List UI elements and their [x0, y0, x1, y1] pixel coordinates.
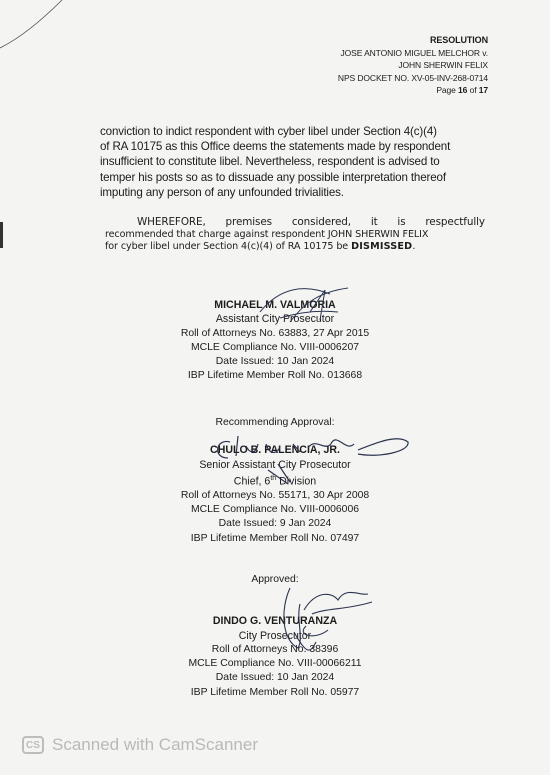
camscanner-logo-icon: CS	[22, 736, 44, 754]
signatory-division	[0, 472, 550, 489]
scan-edge-mark	[0, 222, 3, 248]
signatory-name: DINDO G. VENTURANZA	[212, 615, 338, 628]
word: WHEREFORE,	[137, 216, 206, 228]
signatory-position: Senior Assistant City Prosecutor	[199, 458, 351, 471]
signatory-name: CHULO B. PALENCIA, JR.	[210, 444, 340, 457]
signatory-roll: Roll of Attorneys No. 63883, 27 Apr 2015	[180, 327, 370, 339]
signatory-mcle: MCLE Compliance No. VIII-0006006	[190, 504, 360, 516]
page-prefix: Page	[436, 85, 459, 95]
signature-space	[0, 430, 550, 443]
signature-block-palencia	[0, 416, 550, 546]
signatory-ibp: IBP Lifetime Member Roll No. 07497	[190, 532, 360, 544]
line3-text: for cyber libel under Section 4(c)(4) of RA 10175 be	[105, 241, 352, 252]
para1-line: conviction to indict respondent with cyber libel under Section 4(c)(4)	[100, 125, 437, 138]
dismissed-text: DISMISSED	[351, 241, 413, 252]
para1-line: insufficient to constitute libel. Nevertheless, respondent is advised to	[100, 155, 440, 169]
word: considered,	[291, 216, 351, 228]
header-title: RESOLUTION	[429, 35, 488, 45]
signature-space	[0, 587, 550, 614]
header-page-number	[338, 84, 488, 97]
header-parties-line1: JOSE ANTONIO MIGUEL MELCHOR v.	[340, 47, 488, 58]
resolution-header	[338, 34, 488, 97]
wherefore-line3	[105, 241, 485, 254]
para1-line: imputing any person of any unfounded trivialities.	[100, 185, 344, 199]
word: it	[370, 216, 378, 228]
word: premises	[225, 216, 272, 228]
approval-heading: Recommending Approval:	[215, 417, 335, 428]
wherefore-line2: recommended that charge against respondent JOHN SHERWIN FELIX	[105, 228, 429, 240]
body-paragraph-1	[100, 124, 488, 200]
line3-period: .	[412, 241, 416, 252]
wherefore-line1	[105, 216, 485, 229]
word: respectfully	[425, 216, 485, 228]
signatory-ibp: IBP Lifetime Member Roll No. 05977	[190, 686, 360, 698]
word: is	[397, 216, 406, 228]
body-paragraph-wherefore	[105, 216, 485, 254]
signatory-position: City Prosecutor	[238, 629, 312, 642]
signatory-mcle: MCLE Compliance No. VIII-00066211	[188, 658, 362, 670]
signature-block-valmoria	[0, 298, 550, 384]
para1-line: temper his posts so as to dissuade any possible interpretation thereof	[100, 170, 446, 184]
signatory-ibp: IBP Lifetime Member Roll No. 013668	[187, 370, 363, 382]
signatory-roll: Roll of Attorneys No. 38396	[211, 643, 339, 655]
division-pre: Chief, 6	[233, 475, 271, 488]
signatory-date-issued: Date Issued: 10 Jan 2024	[215, 672, 335, 684]
signatory-date-issued: Date Issued: 9 Jan 2024	[218, 518, 332, 530]
division-post: Division	[276, 475, 317, 488]
signatory-position: Assistant City Prosecutor	[215, 313, 335, 326]
header-parties-line2: JOHN SHERWIN FELIX	[398, 60, 488, 70]
camscanner-watermark	[22, 734, 258, 756]
signatory-date-issued: Date Issued: 10 Jan 2024	[215, 356, 335, 368]
signatory-mcle: MCLE Compliance No. VIII-0006207	[190, 341, 360, 353]
signature-block-venturanza	[0, 573, 550, 700]
page-current: 16	[458, 85, 468, 95]
para1-line: of RA 10175 as this Office deems the statements made by respondent	[100, 140, 451, 154]
page-of: of	[467, 85, 479, 95]
page-total: 17	[478, 85, 488, 95]
fold-line-mark	[0, 0, 80, 50]
signatory-roll: Roll of Attorneys No. 55171, 30 Apr 2008	[180, 489, 370, 501]
watermark-text: Scanned with CamScanner	[52, 735, 259, 754]
approval-heading: Approved:	[251, 574, 299, 585]
signatory-name: MICHAEL M. VALMORIA	[214, 299, 336, 311]
division-sup: th	[270, 474, 277, 482]
header-docket: NPS DOCKET NO. XV-05-INV-268-0714	[337, 72, 488, 83]
